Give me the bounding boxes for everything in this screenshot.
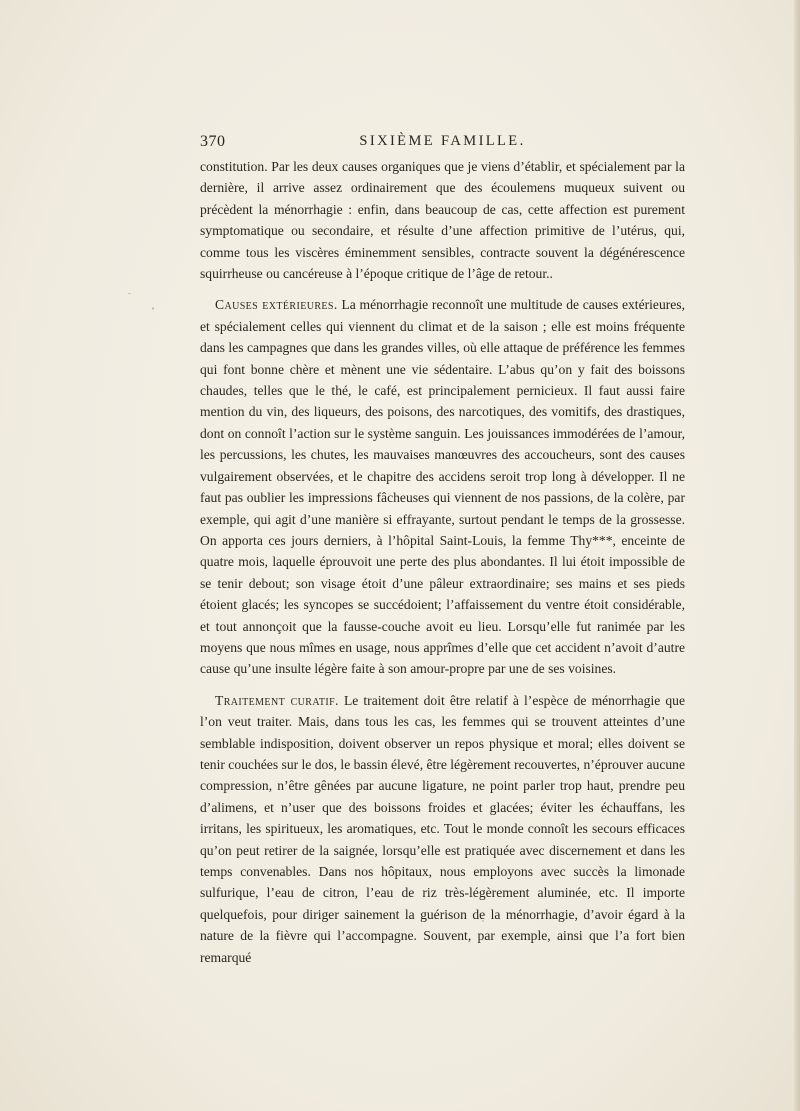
running-head: SIXIÈME FAMILLE. <box>359 133 526 149</box>
paragraph-text: La ménorrhagie reconnoît une multitude de causes extérieures, et spécialement celles qui viennent du climat et de la saison ; elle est moins fréquente dans les campagnes que dans les grandes villes, où elle attaque de préférence les femmes qui font bonne chère et mènent une vie sédentaire. L’abus qu’on y fait des boissons chaudes, telles que le thé, le café, est principalement pernicieux. Il faut aussi faire mention du vin, des liqueurs, des poisons, des narcotiques, des vomitifs, des drastiques, dont on connoît l’action sur le système sanguin. Les jouissances immodérées de l’amour, les percussions, les chutes, les mauvaises manœuvres des accoucheurs, sont des causes vulgairement observées, et le chapitre des accidens seroit trop long à développer. Il ne faut pas oublier les impressions fâcheuses qui viennent de nos passions, de la colère, par exemple, qui agit d’une manière si effrayante, surtout pendant le temps de la grossesse. On apporta ces jours derniers, à l’hôpital Saint-Louis, la femme Thy***, enceinte de quatre mois, laquelle éprouvoit une perte des plus abondantes. Il lui étoit impossible de se tenir debout; son visage étoit d’une pâleur extraordinaire; ses mains et ses pieds étoient glacés; les syncopes se succédoient; l’affaissement du ventre étoit considérable, et tout annonçoit que la fausse-couche avoit eu lieu. Lorsqu’elle fut ranimée par les moyens que nous mîmes en usage, nous apprîmes d’elle que cet accident n’avoit d’autre cause qu’une insulte légère faite à son amour-propre par une de ses voisines. <box>200 297 686 677</box>
paragraph-traitement-curatif <box>200 690 685 968</box>
paragraph-constitution <box>200 156 685 284</box>
paper-spot <box>128 293 131 294</box>
paper-spot <box>152 307 154 310</box>
paragraph-text: Le traitement doit être relatif à l’espèce de ménorrhagie que l’on veut traiter. Mais, dans tous les cas, les femmes qui se trouvent atteintes d’une semblable indisposition, doivent observer un repos physique et moral; elles doivent se tenir couchées sur le dos, le bassin élevé, être légèrement recouvertes, n’éprouver aucune compression, n’être gênées par aucune ligature, ne point parler trop haut, prendre peu d’alimens, et n’user que des boissons froides et glacées; éviter les échauffans, les irritans, les spiritueux, les aromatiques, etc. Tout le monde connoît les secours efficaces qu’on peut retirer de la saignée, lorsqu’elle est pratiquée avec discernement et dans les temps convenables. Dans nos hôpitaux, nous employons avec succès la limonade sulfurique, l’eau de citron, l’eau de riz très-légèrement aluminée, etc. Il importe quelquefois, pour diriger sainement la guérison de la ménorrhagie, d’avoir égard à la nature de la fièvre qui l’accompagne. Souvent, par exemple, ainsi que l’a fort bien remarqué <box>200 692 686 965</box>
section-heading-traitement: Traitement curatif. <box>215 692 339 708</box>
page-number: 370 <box>200 133 226 150</box>
page-header <box>200 133 685 153</box>
paragraph-text: constitution. Par les deux causes organiques que je viens d’établir, et spécialement par la dernière, il arrive assez ordinairement que des écoulemens muqueux suivent ou précèdent la ménorrhagie : enfin, dans beaucoup de cas, cette affection est purement symptomatique ou secondaire, et résulte d’une affection primitive de l’utérus, qui, comme tous les viscères éminemment sensibles, contracte souvent la dégénérescence squirrheuse ou cancéreuse à l’époque critique de l’âge de retour.. <box>200 159 685 282</box>
body-text <box>200 156 685 968</box>
paragraph-causes-exterieures <box>200 294 685 679</box>
section-heading-causes: Causes extérieures. <box>215 297 338 313</box>
page-edge <box>794 0 800 1111</box>
